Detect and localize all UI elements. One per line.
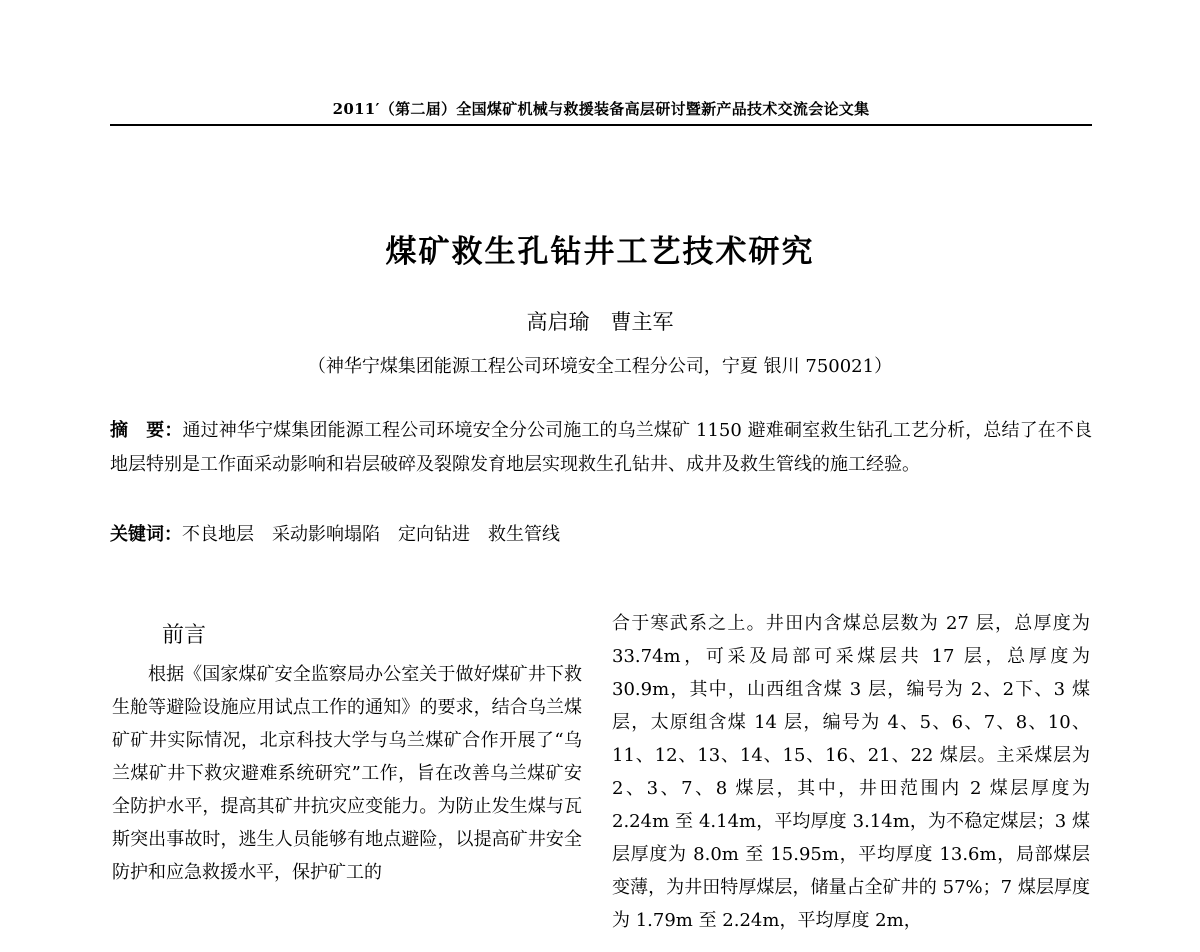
abstract-label: 摘 要： — [110, 420, 183, 441]
affiliation: （神华宁煤集团能源工程公司环境安全工程分公司，宁夏 银川 750021） — [307, 356, 893, 377]
abstract — [110, 414, 1092, 482]
keywords — [110, 518, 1092, 552]
authors: 高启瑜 曹主军 — [526, 310, 674, 334]
left-column-paragraph: 根据《国家煤矿安全监察局办公室关于做好煤矿井下救生舱等避险设施应用试点工作的通知》的要求，结合乌兰煤矿矿井实际情况，北京科技大学与乌兰煤矿合作开展了“乌兰煤矿井下救灾避难系统研究”工作，旨在改善乌兰煤矿安全防护水平，提高其矿井抗灾应变能力。为防止发生煤与瓦斯突出事故时，逃生人员能够有地点避险，以提高矿井安全防护和应急救援水平，保护矿工的 — [112, 664, 582, 883]
header-rule — [110, 124, 1092, 126]
paper-title: 煤矿救生孔钻井工艺技术研究 — [385, 234, 815, 270]
abstract-text: 通过神华宁煤集团能源工程公司环境安全分公司施工的乌兰煤矿 1150 避难硐室救生钻孔工艺分析，总结了在不良地层特别是工作面采动影响和岩层破碎及裂隙发育地层实现救生孔钻井、成井及救生管线的施工经验。 — [110, 420, 1093, 475]
running-header: 2011′（第二届）全国煤矿机械与救援装备高层研讨暨新产品技术交流会论文集 — [332, 100, 870, 118]
keywords-text: 不良地层 采动影响塌陷 定向钻进 救生管线 — [182, 524, 560, 545]
section-heading-preface: 前言 — [162, 623, 207, 648]
right-column-paragraph: 合于寒武系之上。井田内含煤总层数为 27 层，总厚度为 33.74m，可采及局部可采煤层共 17 层，总厚度为 30.9m，其中，山西组含煤 3 层，编号为 2、2下、3 煤层，太原组含煤 14 层，编号为 4、5、6、7、8、10、11、12、13、14、15、16、21、22 煤层。主采煤层为 2、3、7、8 煤层，其中，井田范围内 2 煤层厚度为 2.24m 至 4.14m，平均厚度 3.14m，为不稳定煤层；3 煤层厚度为 8.0m 至 15.95m，平均厚度 13.6m，局部煤层变薄，为井田特厚煤层，储量占全矿井的 57%；7 煤层厚度为 1.79m 至 2.24m，平均厚度 2m， — [612, 613, 1090, 931]
keywords-label: 关键词： — [110, 524, 182, 545]
